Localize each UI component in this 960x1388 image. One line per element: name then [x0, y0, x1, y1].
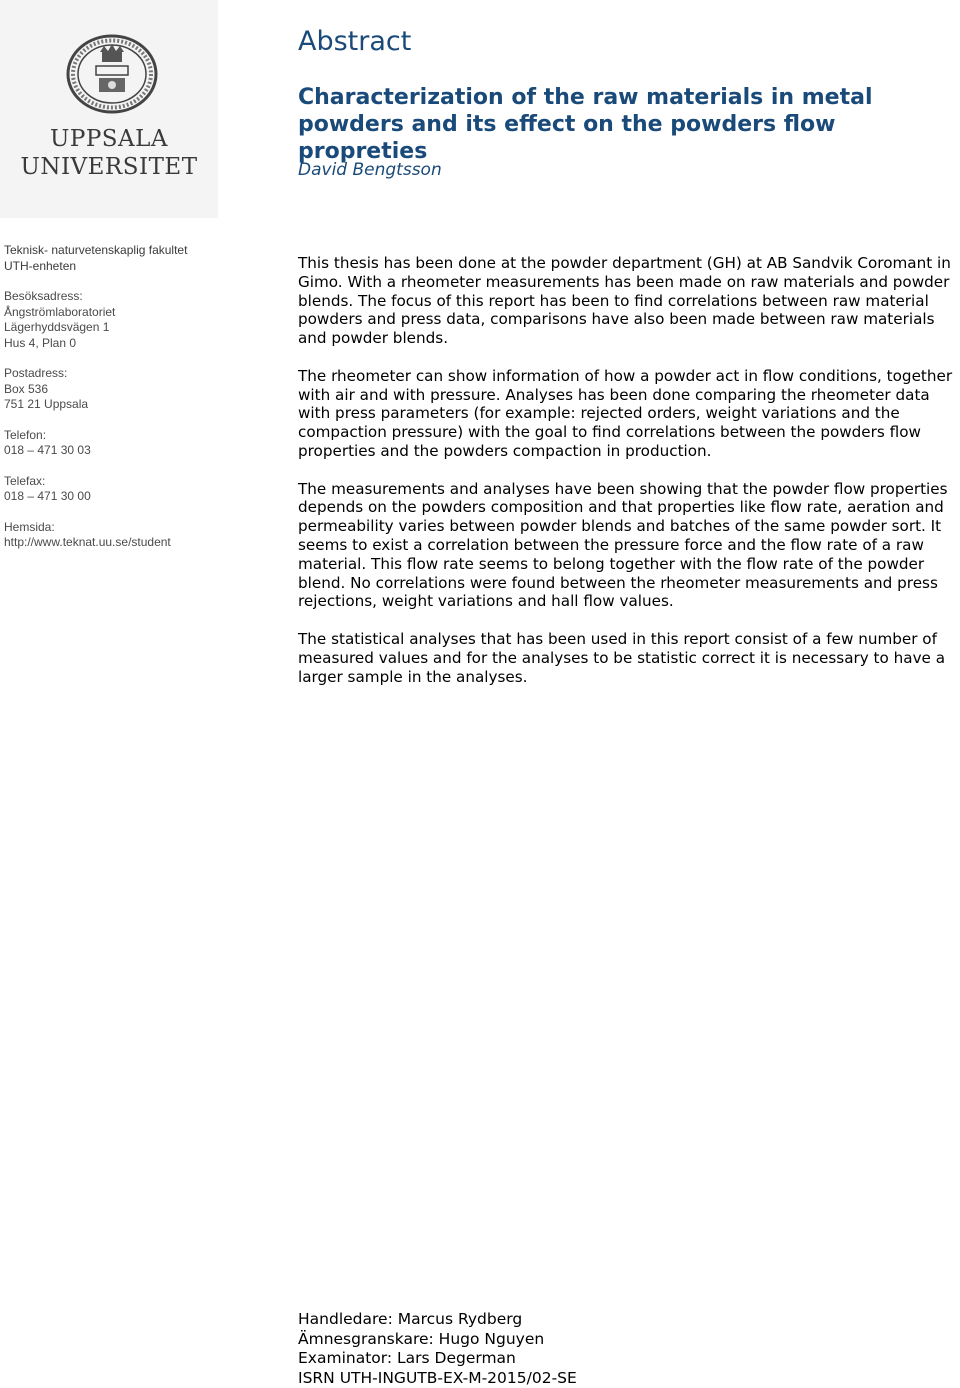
isrn-line: ISRN UTH-INGUTB-EX-M-2015/02-SE	[298, 1369, 577, 1388]
abstract-paragraph: The statistical analyses that has been used in this report consist of a few number of measured values and for the analyses to be statistic correct it is necessary to have a larger sample in the analyses.	[298, 630, 954, 686]
abstract-paragraph: This thesis has been done at the powder department (GH) at AB Sandvik Coromant in Gimo. With a rheometer measurements has been made on raw materials and powder blends. The focus of this report has been to find correlations between raw material powders and press data, comparisons have also been made between raw materials and powder blends.	[298, 254, 954, 348]
website-block	[4, 520, 244, 551]
website-label: Hemsida:	[4, 520, 244, 536]
contact-sidebar	[4, 243, 244, 566]
examiner-line: Examinator: Lars Degerman	[298, 1349, 577, 1369]
university-logo	[0, 0, 218, 218]
visit-address-line: Ångströmlaboratoriet	[4, 305, 244, 321]
faculty-block	[4, 243, 244, 274]
visit-address-block	[4, 289, 244, 351]
author-name: David Bengtsson	[298, 160, 442, 180]
faculty-name: Teknisk- naturvetenskaplig fakultet	[4, 243, 244, 259]
uppsala-university-seal-icon	[66, 34, 158, 114]
reviewer-line: Ämnesgranskare: Hugo Nguyen	[298, 1330, 577, 1350]
postal-address-line: Box 536	[4, 382, 244, 398]
postal-address-line: 751 21 Uppsala	[4, 397, 244, 413]
page-heading: Abstract	[298, 26, 411, 57]
phone-block	[4, 428, 244, 459]
thesis-title: Characterization of the raw materials in metal powders and its effect on the powders flow propreties	[298, 84, 958, 165]
supervisor-line: Handledare: Marcus Rydberg	[298, 1310, 577, 1330]
logo-text-universitet: UNIVERSITET	[0, 154, 218, 180]
logo-text-uppsala: UPPSALA	[0, 126, 218, 152]
phone-number: 018 – 471 30 03	[4, 443, 244, 459]
visit-address-line: Hus 4, Plan 0	[4, 336, 244, 352]
abstract-body	[298, 254, 954, 705]
phone-label: Telefon:	[4, 428, 244, 444]
abstract-paragraph: The measurements and analyses have been showing that the powder flow properties depends on the powders composition and that properties like flow rate, aeration and permeability varies between powder blends and batches of the same powder sort. It seems to exist a correlation between the pressure force and the flow rate of a raw material. This flow rate seems to belong together with the flow rate of the powder blend. No correlations were found between the rheometer measurements and press rejections, weight variations and hall flow values.	[298, 480, 954, 612]
faculty-unit: UTH-enheten	[4, 259, 244, 275]
fax-label: Telefax:	[4, 474, 244, 490]
thesis-credits	[298, 1310, 577, 1388]
abstract-paragraph: The rheometer can show information of how a powder act in flow conditions, together with air and with pressure. Analyses has been done comparing the rheometer data with press parameters (for example: rejected orders, weight variations and the compaction pressure) with the goal to find correlations between the powders flow properties and the powders compaction in production.	[298, 367, 954, 461]
fax-block	[4, 474, 244, 505]
fax-number: 018 – 471 30 00	[4, 489, 244, 505]
visit-address-label: Besöksadress:	[4, 289, 244, 305]
visit-address-line: Lägerhyddsvägen 1	[4, 320, 244, 336]
website-link[interactable]: http://www.teknat.uu.se/student	[4, 535, 244, 551]
postal-address-label: Postadress:	[4, 366, 244, 382]
postal-address-block	[4, 366, 244, 413]
